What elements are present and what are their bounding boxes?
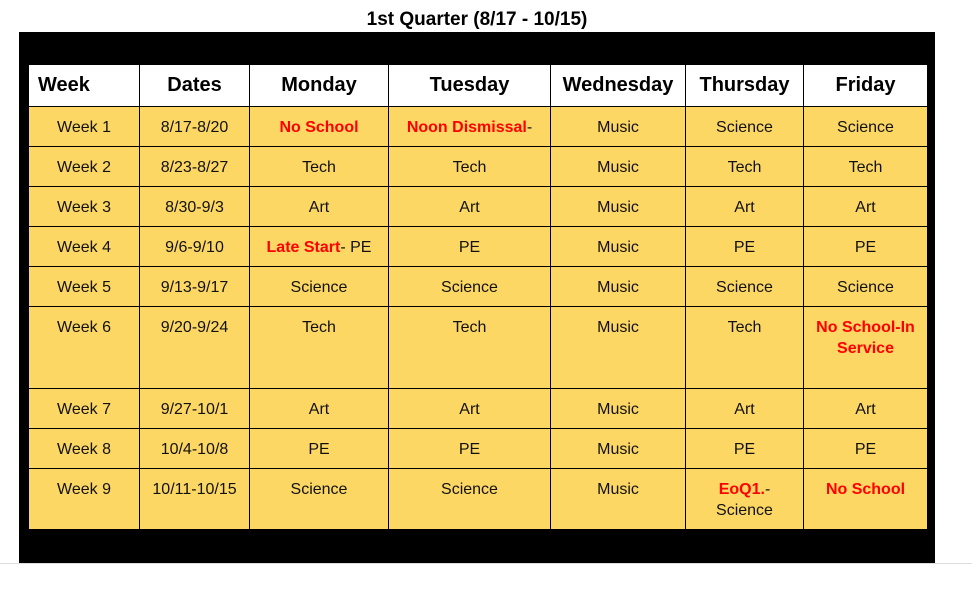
week-cell: Week 9 bbox=[29, 469, 140, 530]
class-cell-wednesday bbox=[551, 107, 686, 147]
divider bbox=[0, 563, 972, 564]
dates-cell: 8/17-8/20 bbox=[140, 107, 250, 147]
class-text: - Science bbox=[716, 481, 773, 519]
dates-cell: 9/13-9/17 bbox=[140, 267, 250, 307]
class-cell-friday bbox=[804, 107, 928, 147]
class-text: Music bbox=[597, 199, 639, 216]
table-row bbox=[29, 107, 928, 147]
class-text: Art bbox=[855, 401, 876, 418]
class-cell-monday bbox=[250, 307, 389, 389]
class-cell-wednesday bbox=[551, 429, 686, 469]
class-cell-tuesday bbox=[389, 267, 551, 307]
week-cell: Week 6 bbox=[29, 307, 140, 389]
class-cell-tuesday bbox=[389, 429, 551, 469]
alert-text: No School bbox=[825, 481, 906, 498]
class-cell-thursday bbox=[686, 429, 804, 469]
class-cell-friday bbox=[804, 227, 928, 267]
class-text: Art bbox=[459, 199, 480, 216]
class-text: Art bbox=[459, 401, 480, 418]
column-header-tuesday: Tuesday bbox=[389, 65, 551, 107]
alert-text: No School bbox=[279, 119, 359, 136]
class-text: Science bbox=[716, 119, 773, 136]
dates-cell: 10/4-10/8 bbox=[140, 429, 250, 469]
table-row bbox=[29, 267, 928, 307]
week-cell: Week 7 bbox=[29, 389, 140, 429]
class-cell-thursday bbox=[686, 307, 804, 389]
class-text: Art bbox=[734, 401, 755, 418]
week-cell: Week 1 bbox=[29, 107, 140, 147]
alert-text: Late Start bbox=[266, 239, 341, 256]
class-cell-thursday bbox=[686, 107, 804, 147]
alert-text: Noon Dismissal bbox=[406, 119, 527, 136]
class-cell-wednesday bbox=[551, 267, 686, 307]
class-text: PE bbox=[733, 239, 756, 256]
class-text: PE bbox=[733, 441, 756, 458]
class-cell-monday bbox=[250, 187, 389, 227]
class-cell-monday bbox=[250, 469, 389, 530]
column-header-week: Week bbox=[29, 65, 140, 107]
class-text: Tech bbox=[727, 159, 762, 176]
class-text: PE bbox=[458, 239, 481, 256]
page-title: 1st Quarter (8/17 - 10/15) bbox=[366, 9, 588, 30]
class-text: Tech bbox=[848, 159, 883, 176]
class-text: Art bbox=[308, 199, 330, 216]
class-cell-monday bbox=[250, 267, 389, 307]
class-cell-thursday bbox=[686, 227, 804, 267]
class-text: Science bbox=[716, 279, 773, 296]
class-cell-thursday bbox=[686, 187, 804, 227]
dates-cell: 10/11-10/15 bbox=[140, 469, 250, 530]
column-header-friday: Friday bbox=[804, 65, 928, 107]
class-cell-tuesday bbox=[389, 227, 551, 267]
class-cell-wednesday bbox=[551, 147, 686, 187]
table-row bbox=[29, 147, 928, 187]
class-cell-tuesday bbox=[389, 147, 551, 187]
class-text: Art bbox=[308, 401, 330, 418]
class-text: Art bbox=[734, 199, 755, 216]
class-cell-thursday bbox=[686, 469, 804, 530]
class-cell-monday bbox=[250, 147, 389, 187]
class-text: Music bbox=[597, 401, 639, 418]
class-cell-monday bbox=[250, 429, 389, 469]
class-text: Tech bbox=[302, 159, 336, 176]
table-row bbox=[29, 469, 928, 530]
table-row bbox=[29, 429, 928, 469]
dates-cell: 9/6-9/10 bbox=[140, 227, 250, 267]
class-text: Music bbox=[597, 119, 639, 136]
table-row bbox=[29, 227, 928, 267]
class-text: Tech bbox=[302, 319, 336, 336]
class-text: Music bbox=[597, 279, 639, 296]
class-text: Music bbox=[597, 319, 639, 336]
class-text: Tech bbox=[452, 159, 487, 176]
class-cell-friday bbox=[804, 469, 928, 530]
class-text: Science bbox=[837, 119, 894, 136]
class-cell-wednesday bbox=[551, 187, 686, 227]
class-text: PE bbox=[458, 441, 481, 458]
schedule-table bbox=[28, 64, 928, 530]
class-text: Music bbox=[597, 239, 639, 256]
week-cell: Week 5 bbox=[29, 267, 140, 307]
class-cell-tuesday bbox=[389, 307, 551, 389]
class-text: Art bbox=[855, 199, 876, 216]
class-text: Tech bbox=[452, 319, 487, 336]
class-cell-thursday bbox=[686, 389, 804, 429]
table-row bbox=[29, 389, 928, 429]
class-text: Science bbox=[290, 481, 348, 498]
class-text: Music bbox=[597, 441, 639, 458]
class-text: Science bbox=[290, 279, 348, 296]
week-cell: Week 3 bbox=[29, 187, 140, 227]
class-cell-tuesday bbox=[389, 107, 551, 147]
class-cell-thursday bbox=[686, 147, 804, 187]
class-cell-monday bbox=[250, 107, 389, 147]
class-cell-friday bbox=[804, 307, 928, 389]
column-header-dates: Dates bbox=[140, 65, 250, 107]
dates-cell: 9/27-10/1 bbox=[140, 389, 250, 429]
table-row bbox=[29, 307, 928, 389]
class-text: Science bbox=[837, 279, 894, 296]
column-header-thursday: Thursday bbox=[686, 65, 804, 107]
class-cell-monday bbox=[250, 389, 389, 429]
class-cell-thursday bbox=[686, 267, 804, 307]
dates-cell: 8/23-8/27 bbox=[140, 147, 250, 187]
class-cell-tuesday bbox=[389, 389, 551, 429]
class-cell-wednesday bbox=[551, 227, 686, 267]
class-cell-wednesday bbox=[551, 307, 686, 389]
alert-text: No School-In Service bbox=[816, 319, 915, 357]
alert-text: EoQ1. bbox=[718, 481, 765, 498]
week-cell: Week 4 bbox=[29, 227, 140, 267]
class-text: Music bbox=[597, 159, 639, 176]
class-cell-friday bbox=[804, 429, 928, 469]
class-text: PE bbox=[854, 441, 877, 458]
class-cell-friday bbox=[804, 147, 928, 187]
class-cell-friday bbox=[804, 187, 928, 227]
week-cell: Week 8 bbox=[29, 429, 140, 469]
class-text: PE bbox=[854, 239, 877, 256]
dates-cell: 8/30-9/3 bbox=[140, 187, 250, 227]
column-header-wednesday: Wednesday bbox=[551, 65, 686, 107]
class-text: Tech bbox=[727, 319, 762, 336]
class-text: PE bbox=[308, 441, 330, 458]
class-text: Science bbox=[441, 279, 498, 296]
column-header-monday: Monday bbox=[250, 65, 389, 107]
class-cell-tuesday bbox=[389, 469, 551, 530]
class-text: Music bbox=[597, 481, 639, 498]
dates-cell: 9/20-9/24 bbox=[140, 307, 250, 389]
header-row bbox=[29, 65, 928, 107]
class-text: Science bbox=[441, 481, 498, 498]
class-cell-wednesday bbox=[551, 389, 686, 429]
class-cell-monday bbox=[250, 227, 389, 267]
class-cell-wednesday bbox=[551, 469, 686, 530]
class-text: - PE bbox=[340, 239, 372, 256]
class-text: - bbox=[526, 119, 533, 136]
class-cell-friday bbox=[804, 389, 928, 429]
class-cell-friday bbox=[804, 267, 928, 307]
week-cell: Week 2 bbox=[29, 147, 140, 187]
class-cell-tuesday bbox=[389, 187, 551, 227]
table-row bbox=[29, 187, 928, 227]
